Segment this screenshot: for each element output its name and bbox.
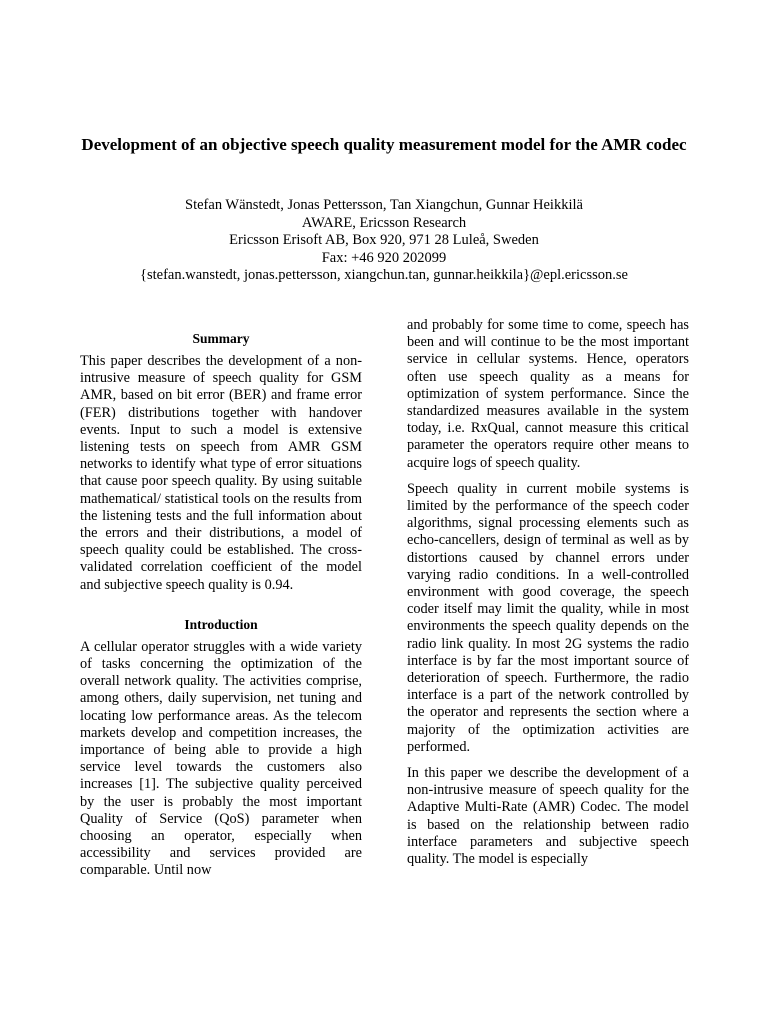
email-addresses: {stefan.wanstedt, jonas.pettersson, xiangchun.tan, gunnar.heikkila}@epl.ericsson.se (140, 267, 628, 283)
fax-number: Fax: +46 920 202099 (321, 249, 447, 266)
summary-paragraph: This paper describes the development of a non-intrusive measure of speech quality for GSM AMR, based on bit error (BER) and frame error (FER) distributions together with handover events. Input to such a model is extensive listening tests on speech from AMR GSM networks to identify what type of error situations that cause poor speech quality. By using suitable mathematical/ statistical tools on the results from the listening tests and the full information about the errors and their distributions, a model of speech quality could be established. The cross-validated correlation coefficient of the model and subjective speech quality is 0.94. (80, 353, 362, 593)
author-names: Stefan Wänstedt, Jonas Pettersson, Tan Xiangchun, Gunnar Heikkilä (185, 197, 583, 213)
right-column (407, 317, 689, 877)
summary-heading: Summary (192, 331, 250, 346)
introduction-heading: Introduction (184, 616, 258, 632)
paper-title: Development of an objective speech quality measurement model for the AMR codec (81, 135, 687, 154)
affiliation: AWARE, Ericsson Research (301, 214, 467, 231)
introduction-paragraph-3: Speech quality in current mobile systems is limited by the performance of the speech coder algorithms, signal processing elements such as echo-cancellers, design of terminal as well as by distortions caused by channel errors under varying radio conditions. In a well-controlled environment with good coverage, the speech coder itself may limit the quality, while in most environments the speech quality depends on the radio link quality. In most 2G systems the radio interface is by far the most important source of deterioration of speech. Furthermore, the radio interface is a part of the network controlled by the operator and represents the section where a majority of the optimization activities are performed. (407, 480, 689, 755)
introduction-paragraph-2: and probably for some time to come, speech has been and will continue to be the most important service in cellular systems. Hence, operators often use speech quality as a means for optimization of system performance. Since the standardized measures available in the system today, i.e. RxQual, cannot measure this critical parameter the operators require other means to acquire logs of speech quality. (407, 317, 689, 471)
left-column (80, 314, 362, 889)
introduction-paragraph-4: In this paper we describe the development of a non-intrusive measure of speech quality for the Adaptive Multi-Rate (AMR) Codec. The model is based on the relationship between radio interface parameters and subjective speech quality. The model is especially (407, 765, 689, 868)
author-block (40, 197, 728, 285)
introduction-paragraph-1: A cellular operator struggles with a wide variety of tasks concerning the optimization of the overall network quality. The activities comprise, among others, daily supervision, net tuning and locating low performance areas. As the telecom markets develop and competition increases, the importance of being able to provide a high service level towards the customers also increases [1]. The subjective quality perceived by the user is probably the most important Quality of Service (QoS) parameter when choosing an operator, especially when accessibility and services provided are comparable. Until now (80, 638, 362, 879)
postal-address: Ericsson Erisoft AB, Box 920, 971 28 Luleå, Sweden (229, 232, 539, 248)
